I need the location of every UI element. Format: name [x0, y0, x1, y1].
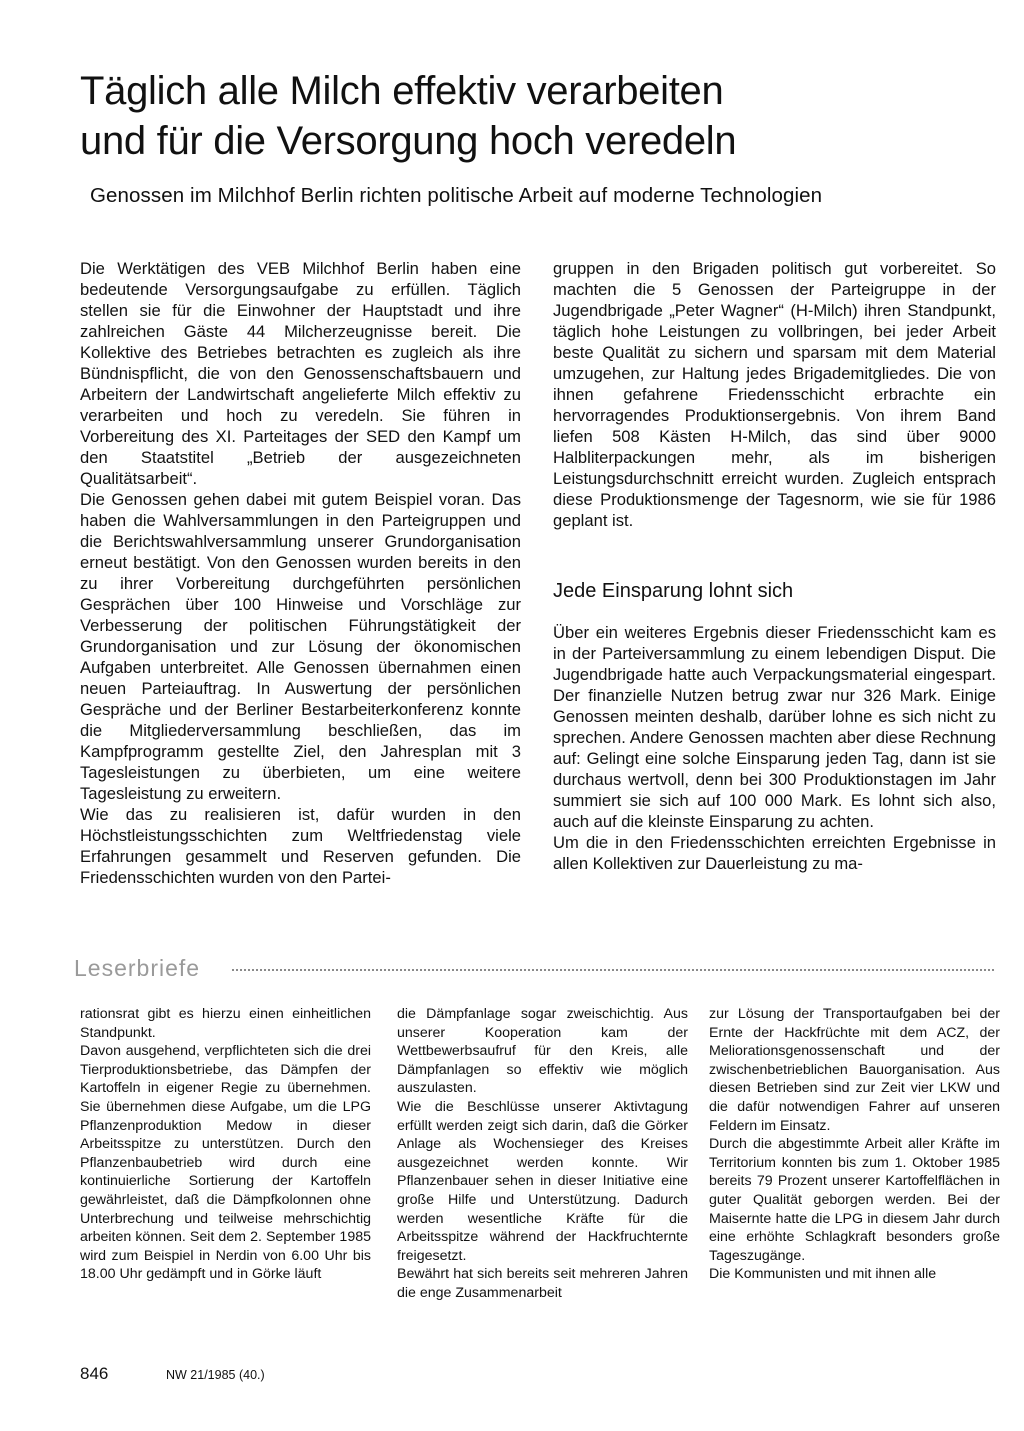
article-paragraph: Über ein weiteres Ergebnis dieser Friedensschicht kam es in der Parteiversammlung zu einem lebendigen Disput. Die Jugendbrigade hatte auch Verpackungsmaterial eingespart. Der finanzielle Nutzen betrug zwar nur 326 Mark. Einige Genossen meinten deshalb, darüber lohne es sich nicht zu sprechen. Andere Genossen machten aber diese Rechnung auf: Gelingt eine solche Einsparung jeden Tag, dann ist sie durchaus wertvoll, denn bei 300 Produktionstagen im Jahr summiert sie sich auf 100 000 Mark. Es lohnt sich also, auch auf die kleinste Einsparung zu achten. — [553, 623, 996, 831]
letter-paragraph: Die Kommunisten und mit ihnen alle — [709, 1266, 937, 1283]
article-right-column-top — [553, 258, 996, 531]
article-right-column-bottom — [553, 622, 996, 874]
letter-paragraph: rationsrat gibt es hierzu einen einheitlichen Standpunkt. — [80, 1006, 371, 1041]
section-heading: Jede Einsparung lohnt sich — [553, 580, 794, 602]
article-title — [80, 66, 980, 166]
letters-column-2 — [397, 1005, 688, 1303]
article-left-column — [80, 258, 521, 888]
page-number: 846 — [80, 1364, 109, 1383]
page-footer — [80, 1363, 480, 1387]
letters-column-1 — [80, 1005, 371, 1284]
letter-paragraph: Bewährt hat sich bereits seit mehreren Jahren die enge Zusammenarbeit — [397, 1266, 688, 1301]
letters-column-3 — [709, 1005, 1000, 1284]
section-divider — [232, 969, 994, 971]
letter-paragraph: die Dämpfanlage sogar zweischichtig. Aus unserer Kooperation kam der Wettbewerbsaufruf für den Kreis, alle Dämpfanlagen so effektiv wie möglich auszulasten. — [397, 1006, 688, 1097]
leserbriefe-header — [74, 954, 994, 984]
letter-paragraph: Davon ausgehend, verpflichteten sich die drei Tierproduktionsbetriebe, das Dämpfen der Kartoffeln in eigener Regie zu übernehmen. Sie übernehmen diese Aufgabe, um die LPG Pflanzenproduktion Medow in dieser Arbeitsspitze zu unterstützen. Durch den Pflanzenbaubetrieb wird durch eine kontinuierliche Sortierung der Kartoffeln gewährleistet, daß die Dämpfkolonnen ohne Unterbrechung und teilweise mehrschichtig arbeiten können. Seit dem 2. September 1985 wird zum Beispiel in Nerdin von 6.00 Uhr bis 18.00 Uhr gedämpft und in Görke läuft — [80, 1043, 371, 1283]
letter-paragraph: Wie die Beschlüsse unserer Aktivtagung erfüllt werden zeigt sich darin, daß die Görker Anlage als Wochensieger des Kreises ausgezeichnet werden konnte. Wir Pflanzenbauer sehen in dieser Initiative eine große Hilfe und Unterstützung. Dadurch werden wesentliche Kräfte für die Arbeitsspitze während der Hackfruchternte freigesetzt. — [397, 1098, 688, 1264]
article-subtitle: Genossen im Milchhof Berlin richten politische Arbeit auf moderne Technologien — [90, 184, 823, 207]
letter-paragraph: Durch die abgestimmte Arbeit aller Kräfte im Territorium konnten bis zum 1. Oktober 1985 bereits 79 Prozent unserer Kartoffelflächen in guter Qualität geborgen werden. Bei der Maisernte hatte die LPG in diesem Jahr durch eine erhöhte Schlagkraft besonders große Tageszugänge. — [709, 1136, 1000, 1264]
article-paragraph: Wie das zu realisieren ist, dafür wurden in den Höchstleistungsschichten zum Weltfriedenstag viele Erfahrungen gesammelt und Reserven gefunden. Die Friedensschichten wurden von den Partei- — [80, 805, 521, 887]
article-title-line-2: und für die Versorgung hoch veredeln — [80, 119, 737, 163]
article-paragraph: Um die in den Friedensschichten erreichten Ergebnisse in allen Kollektiven zur Dauerleistung zu ma- — [553, 833, 996, 873]
article-paragraph: Die Werktätigen des VEB Milchhof Berlin haben eine bedeutende Versorgungsaufgabe zu erfüllen. Täglich stellen sie für die Einwohner der Hauptstadt und ihre zahlreichen Gäste 44 Milcherzeugnisse bereit. Die Kollektive des Betriebes betrachten es zugleich als ihre Bündnispflicht, die von den Genossenschaftsbauern und Arbeitern der Landwirtschaft angelieferte Milch effektiv zu verarbeiten und hoch zu veredeln. Sie führen in Vorbereitung des XI. Parteitages der SED den Kampf um den Staatstitel „Betrieb der ausgezeichneten Qualitätsarbeit“. — [80, 259, 521, 488]
issue-reference: NW 21/1985 (40.) — [166, 1368, 265, 1382]
letter-paragraph: zur Lösung der Transportaufgaben bei der Ernte der Hackfrüchte mit dem ACZ, der Meliorationsgenossenschaft und der zwischenbetrieblichen Bauorganisation. Aus diesen Betrieben sind zur Zeit vier LKW und die dafür notwendigen Fahrer auf unseren Feldern im Einsatz. — [709, 1006, 1000, 1134]
article-title-line-1: Täglich alle Milch effektiv verarbeiten — [80, 69, 724, 113]
leserbriefe-label: Leserbriefe — [74, 955, 201, 981]
article-paragraph: Die Genossen gehen dabei mit gutem Beispiel voran. Das haben die Wahlversammlungen in den Parteigruppen und die Berichtswahlversammlung unserer Grundorganisation erneut bestätigt. Von den Genossen wurden bereits in den zu ihrer Vorbereitung durchgeführten persönlichen Gesprächen über 100 Hinweise und Vorschläge zur Verbesserung der politischen Führungstätigkeit der Grundorganisation und zur Lösung der ökonomischen Aufgaben unterbreitet. Alle Genossen übernahmen einen neuen Parteiauftrag. In Auswertung der persönlichen Gespräche und der Berliner Bestarbeiterkonferenz konnte die Mitgliederversammlung beschließen, das im Kampfprogramm gestellte Ziel, den Jahresplan mit 3 Tagesleistungen zu überbieten, um eine weitere Tagesleistung zu erweitern. — [80, 490, 521, 803]
article-paragraph: gruppen in den Brigaden politisch gut vorbereitet. So machten die 5 Genossen der Parteigruppe in der Jugendbrigade „Peter Wagner“ (H-Milch) ihren Standpunkt, täglich hohe Leistungen zu vollbringen, bei jeder Arbeit beste Qualität zu sichern und sparsam mit dem Material umzugehen, zur Haltung jedes Brigademitgliedes. Die von ihnen gefahrene Friedensschicht erbrachte ein hervorragendes Produktionsergebnis. Von ihrem Band liefen 508 Kästen H-Milch, das sind über 9000 Halbliterpackungen mehr, als im bisherigen Leistungsdurchschnitt erreicht wurden. Zugleich entsprach diese Produktionsmenge der Tagesnorm, wie sie für 1986 geplant ist. — [553, 259, 996, 530]
